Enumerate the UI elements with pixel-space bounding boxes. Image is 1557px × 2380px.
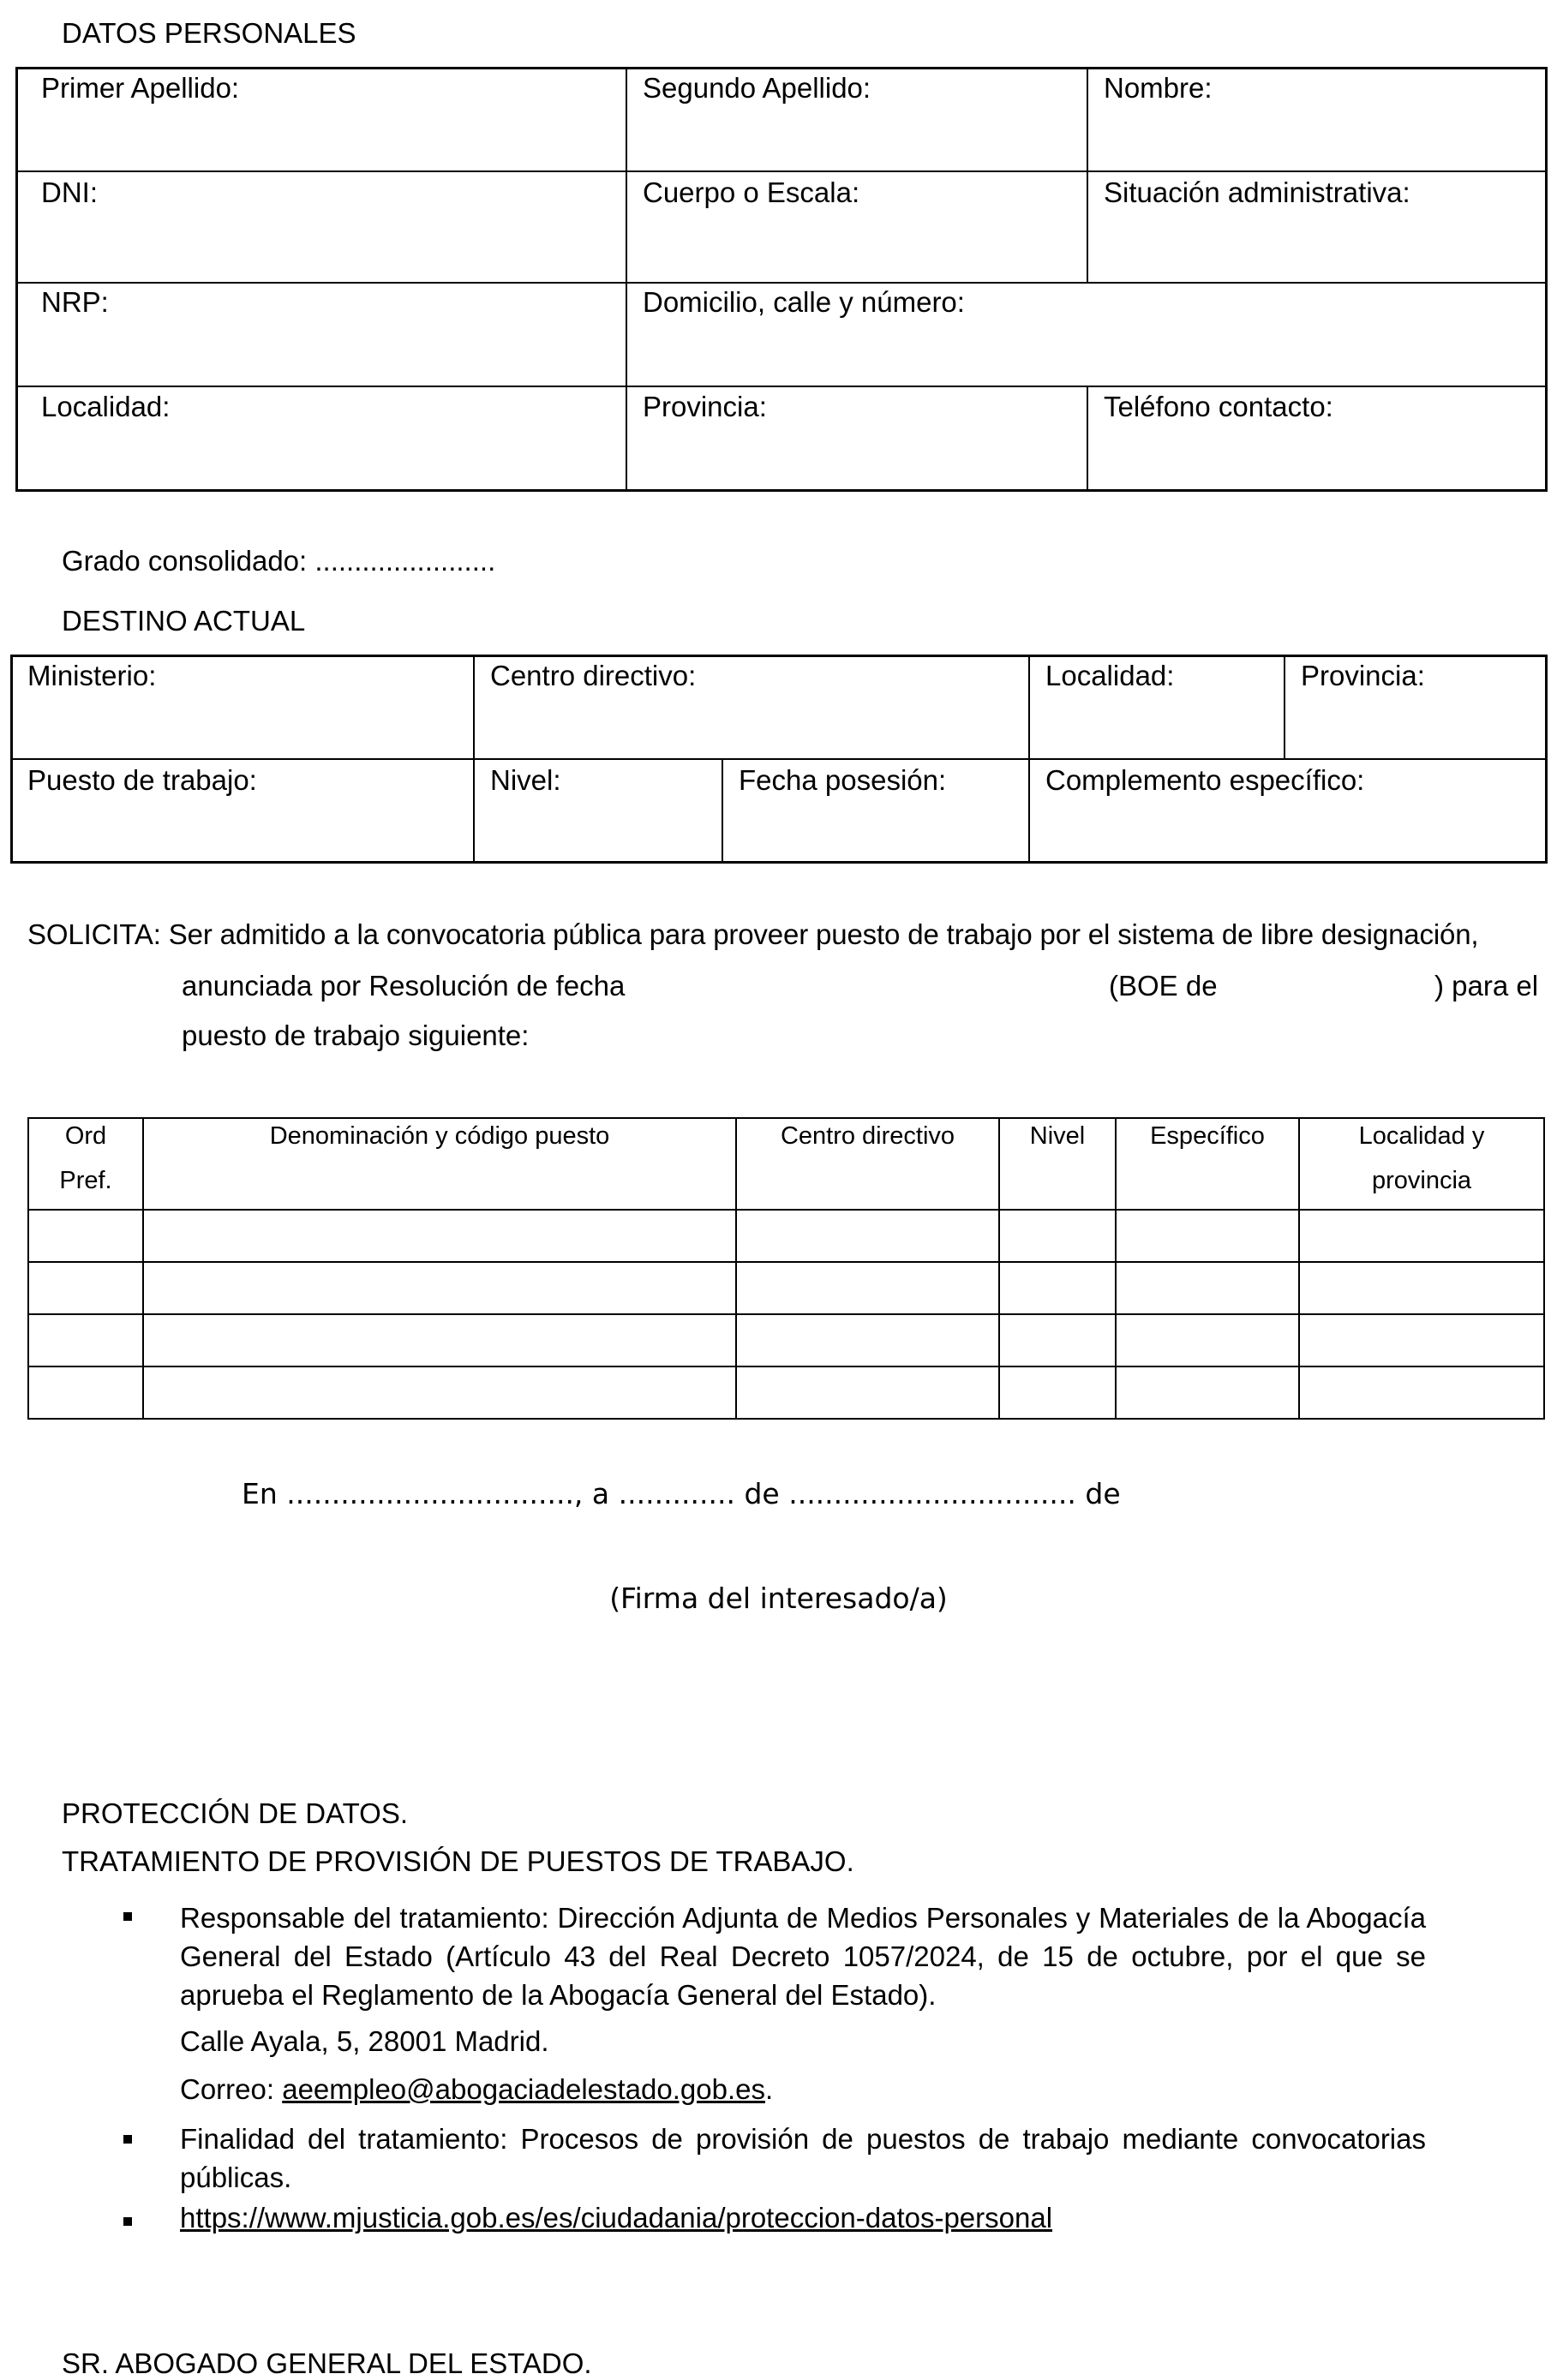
lugar-fecha-line[interactable]: En ................................, a ............. de ................................ de bbox=[242, 1477, 1121, 1510]
correo-label: Correo: bbox=[180, 2073, 283, 2105]
col-header-localidad: Localidad y bbox=[1358, 1122, 1485, 1150]
finalidad-tratamiento: Finalidad del tratamiento: Procesos de provisión de puestos de trabajo mediante convocatorias públicas. bbox=[180, 2123, 1426, 2193]
centro-directivo-field[interactable]: Centro directivo: bbox=[490, 660, 697, 691]
solicita-line-2-resolucion: anunciada por Resolución de fecha bbox=[182, 970, 626, 1002]
solicita-line-1: SOLICITA: Ser admitido a la convocatoria pública para proveer puesto de trabajo por el sistema de libre designación, bbox=[27, 918, 1479, 950]
datos-personales-heading: DATOS PERSONALES bbox=[62, 17, 356, 49]
bullet-icon bbox=[123, 2217, 132, 2226]
nrp-field[interactable]: NRP: bbox=[41, 286, 109, 318]
telefono-contacto-field[interactable]: Teléfono contacto: bbox=[1104, 391, 1333, 422]
col-header-ord: Ord bbox=[64, 1122, 107, 1150]
dni-field[interactable]: DNI: bbox=[41, 176, 98, 208]
nivel-field[interactable]: Nivel: bbox=[490, 764, 561, 796]
responsable-tratamiento: Responsable del tratamiento: Dirección Adjunta de Medios Personales y Materiales de la Abogacía General del Estado (Artículo 43 del Real Decreto 1057/2024, de 15 de octubre, por el que se aprueba el Reglamento de la Abogacía General del Estado). bbox=[180, 1902, 1426, 2011]
localidad-field[interactable]: Localidad: bbox=[41, 391, 171, 422]
solicita-line-3: puesto de trabajo siguiente: bbox=[182, 1020, 530, 1051]
destino-actual-heading: DESTINO ACTUAL bbox=[62, 605, 306, 637]
col-header-centro-directivo: Centro directivo bbox=[780, 1122, 955, 1150]
primer-apellido-field[interactable]: Primer Apellido: bbox=[41, 72, 240, 104]
col-header-nivel: Nivel bbox=[1029, 1122, 1086, 1150]
nombre-field[interactable]: Nombre: bbox=[1104, 72, 1213, 104]
segundo-apellido-field[interactable]: Segundo Apellido: bbox=[643, 72, 871, 104]
proteccion-datos-url-link[interactable]: https://www.mjusticia.gob.es/es/ciudadania/proteccion-datos-personal bbox=[180, 2202, 1053, 2233]
puesto-trabajo-field[interactable]: Puesto de trabajo: bbox=[27, 764, 257, 796]
destino-localidad-field[interactable]: Localidad: bbox=[1045, 660, 1175, 691]
firma-interesado: (Firma del interesado/a) bbox=[609, 1582, 948, 1615]
col-header-pref: Pref. bbox=[59, 1167, 112, 1194]
correo-end: . bbox=[764, 2073, 774, 2105]
situacion-administrativa-field[interactable]: Situación administrativa: bbox=[1104, 176, 1410, 208]
destinatario: SR. ABOGADO GENERAL DEL ESTADO. bbox=[62, 2347, 592, 2379]
col-header-denominacion: Denominación y código puesto bbox=[269, 1122, 610, 1150]
complemento-especifico-field[interactable]: Complemento específico: bbox=[1045, 764, 1365, 796]
cuerpo-escala-field[interactable]: Cuerpo o Escala: bbox=[643, 176, 860, 208]
direccion: Calle Ayala, 5, 28001 Madrid. bbox=[180, 2025, 549, 2057]
bullet-icon bbox=[123, 1912, 132, 1921]
fecha-posesion-field[interactable]: Fecha posesión: bbox=[739, 764, 947, 796]
destino-provincia-field[interactable]: Provincia: bbox=[1301, 660, 1425, 691]
bullet-icon bbox=[123, 2135, 132, 2144]
tratamiento-heading: TRATAMIENTO DE PROVISIÓN DE PUESTOS DE TRABAJO. bbox=[62, 1845, 854, 1877]
ministerio-field[interactable]: Ministerio: bbox=[27, 660, 157, 691]
provincia-field[interactable]: Provincia: bbox=[643, 391, 767, 422]
proteccion-datos-heading: PROTECCIÓN DE DATOS. bbox=[62, 1797, 408, 1829]
col-header-provincia: provincia bbox=[1371, 1167, 1472, 1194]
correo-line bbox=[180, 2073, 773, 2106]
grado-consolidado[interactable]: Grado consolidado: ....................... bbox=[62, 545, 496, 577]
solicita-line-2-end: ) para el bbox=[1434, 970, 1539, 1002]
solicita-line-2-boe: (BOE de bbox=[1109, 970, 1218, 1002]
col-header-especifico: Específico bbox=[1150, 1122, 1265, 1150]
correo-email-link[interactable]: aeempleo@abogaciadelestado.gob.es bbox=[282, 2073, 765, 2105]
domicilio-field[interactable]: Domicilio, calle y número: bbox=[643, 286, 965, 318]
